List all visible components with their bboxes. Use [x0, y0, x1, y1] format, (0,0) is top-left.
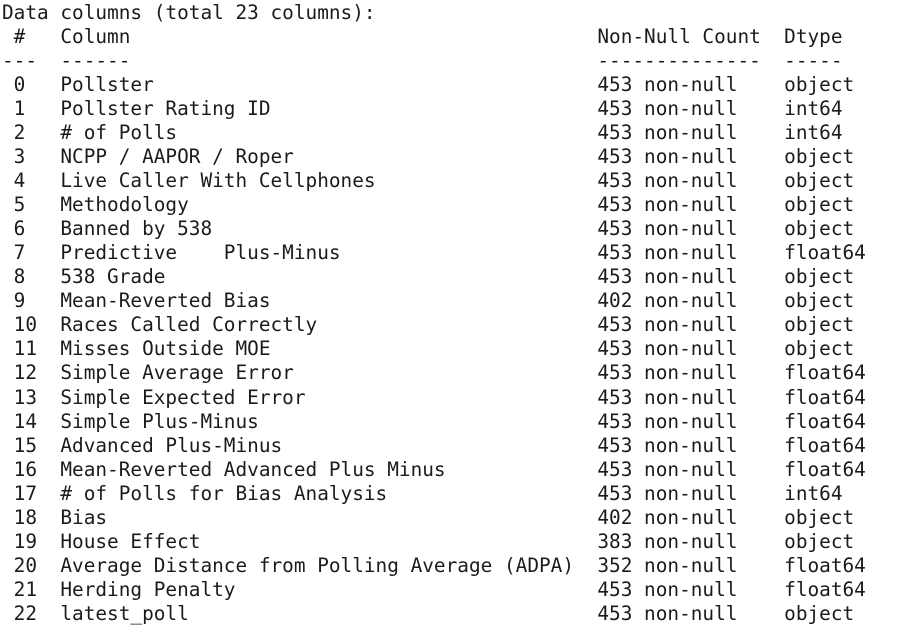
- row-column-name: Misses Outside MOE: [60, 337, 271, 361]
- row-dtype: float64: [784, 409, 866, 433]
- row-index: 5: [13, 193, 26, 217]
- table-row: [2, 554, 909, 578]
- row-index: 21: [13, 577, 38, 601]
- row-non-null-count: 453 non-null: [597, 457, 738, 481]
- table-row: [2, 337, 909, 361]
- row-index: 9: [13, 289, 26, 313]
- header-non-null: Non-Null Count: [597, 25, 761, 49]
- row-non-null-count: 453 non-null: [597, 601, 738, 625]
- row-dtype: object: [784, 337, 855, 361]
- row-non-null-count: 453 non-null: [597, 121, 738, 145]
- row-index: 8: [13, 265, 26, 289]
- table-row: [2, 145, 909, 169]
- row-index: 0: [13, 73, 26, 97]
- column-header-row: [2, 25, 909, 49]
- row-non-null-count: 453 non-null: [597, 265, 738, 289]
- header-index: #: [13, 25, 26, 49]
- table-row: [2, 217, 909, 241]
- row-column-name: # of Polls for Bias Analysis: [60, 481, 388, 505]
- table-row: [2, 265, 909, 289]
- row-index: 16: [13, 457, 38, 481]
- table-row: [2, 458, 909, 482]
- row-index: 6: [13, 217, 26, 241]
- info-title: Data columns (total 23 columns):: [2, 1, 376, 24]
- row-column-name: 538 Grade: [60, 265, 166, 289]
- row-column-name: Methodology: [60, 193, 189, 217]
- table-row: [2, 602, 909, 626]
- row-column-name: # of Polls: [60, 121, 178, 145]
- row-non-null-count: 453 non-null: [597, 217, 738, 241]
- row-index: 4: [13, 169, 26, 193]
- row-index: 22: [13, 601, 38, 625]
- row-non-null-count: 453 non-null: [597, 433, 738, 457]
- row-index: 12: [13, 361, 38, 385]
- row-dtype: object: [784, 145, 855, 169]
- table-row: [2, 121, 909, 145]
- separator-non-null: --------------: [597, 49, 761, 73]
- row-non-null-count: 453 non-null: [597, 385, 738, 409]
- row-column-name: Races Called Correctly: [60, 313, 318, 337]
- row-index: 18: [13, 505, 38, 529]
- row-index: 2: [13, 121, 26, 145]
- row-column-name: Predictive Plus-Minus: [60, 241, 341, 265]
- row-dtype: object: [784, 313, 855, 337]
- table-row: [2, 73, 909, 97]
- header-column: Column: [60, 25, 131, 49]
- row-index: 3: [13, 145, 26, 169]
- row-non-null-count: 453 non-null: [597, 97, 738, 121]
- row-non-null-count: 453 non-null: [597, 481, 738, 505]
- row-non-null-count: 453 non-null: [597, 145, 738, 169]
- row-non-null-count: 453 non-null: [597, 193, 738, 217]
- table-row: [2, 530, 909, 554]
- row-dtype: float64: [784, 433, 866, 457]
- table-row: [2, 434, 909, 458]
- row-index: 13: [13, 385, 38, 409]
- row-column-name: Live Caller With Cellphones: [60, 169, 376, 193]
- column-rows: [2, 73, 909, 626]
- row-index: 14: [13, 409, 38, 433]
- separator-dtype: -----: [784, 49, 843, 73]
- table-row: [2, 506, 909, 530]
- row-column-name: Bias: [60, 505, 108, 529]
- table-row: [2, 193, 909, 217]
- row-non-null-count: 453 non-null: [597, 409, 738, 433]
- row-non-null-count: 453 non-null: [597, 73, 738, 97]
- row-non-null-count: 383 non-null: [597, 529, 738, 553]
- table-row: [2, 482, 909, 506]
- header-dtype: Dtype: [784, 25, 843, 49]
- row-dtype: object: [784, 193, 855, 217]
- row-dtype: int64: [784, 121, 843, 145]
- row-column-name: Mean-Reverted Bias: [60, 289, 271, 313]
- row-column-name: Average Distance from Polling Average (ADPA): [60, 553, 575, 577]
- row-dtype: object: [784, 265, 855, 289]
- table-row: [2, 97, 909, 121]
- separator-index: ---: [2, 49, 38, 73]
- row-column-name: Pollster: [60, 73, 154, 97]
- row-dtype: object: [784, 529, 855, 553]
- row-dtype: int64: [784, 481, 843, 505]
- row-index: 1: [13, 97, 26, 121]
- row-dtype: object: [784, 505, 855, 529]
- row-column-name: Banned by 538: [60, 217, 213, 241]
- row-column-name: Simple Expected Error: [60, 385, 306, 409]
- row-non-null-count: 402 non-null: [597, 505, 738, 529]
- row-non-null-count: 352 non-null: [597, 553, 738, 577]
- row-non-null-count: 453 non-null: [597, 361, 738, 385]
- row-column-name: Advanced Plus-Minus: [60, 433, 283, 457]
- row-column-name: Herding Penalty: [60, 577, 236, 601]
- row-column-name: NCPP / AAPOR / Roper: [60, 145, 294, 169]
- table-row: [2, 386, 909, 410]
- row-column-name: House Effect: [60, 529, 201, 553]
- row-dtype: float64: [784, 361, 866, 385]
- table-row: [2, 313, 909, 337]
- row-column-name: Mean-Reverted Advanced Plus Minus: [60, 457, 446, 481]
- separator-column: ------: [60, 49, 131, 73]
- row-non-null-count: 453 non-null: [597, 169, 738, 193]
- separator-row: [2, 49, 909, 73]
- row-non-null-count: 453 non-null: [597, 337, 738, 361]
- row-non-null-count: 402 non-null: [597, 289, 738, 313]
- row-dtype: object: [784, 169, 855, 193]
- table-row: [2, 169, 909, 193]
- row-dtype: float64: [784, 457, 866, 481]
- row-dtype: object: [784, 289, 855, 313]
- row-non-null-count: 453 non-null: [597, 241, 738, 265]
- row-index: 20: [13, 553, 38, 577]
- row-dtype: int64: [784, 97, 843, 121]
- row-dtype: float64: [784, 577, 866, 601]
- row-dtype: float64: [784, 553, 866, 577]
- row-dtype: object: [784, 217, 855, 241]
- row-dtype: float64: [784, 241, 866, 265]
- table-row: [2, 241, 909, 265]
- table-row: [2, 578, 909, 602]
- row-index: 17: [13, 481, 38, 505]
- row-index: 11: [13, 337, 38, 361]
- row-index: 7: [13, 241, 26, 265]
- row-column-name: latest_poll: [60, 601, 189, 625]
- row-dtype: object: [784, 601, 855, 625]
- row-index: 15: [13, 433, 38, 457]
- table-row: [2, 289, 909, 313]
- row-column-name: Simple Average Error: [60, 361, 294, 385]
- row-index: 19: [13, 529, 38, 553]
- row-column-name: Simple Plus-Minus: [60, 409, 259, 433]
- row-non-null-count: 453 non-null: [597, 313, 738, 337]
- row-dtype: object: [784, 73, 855, 97]
- row-dtype: float64: [784, 385, 866, 409]
- table-row: [2, 410, 909, 434]
- row-column-name: Pollster Rating ID: [60, 97, 271, 121]
- row-non-null-count: 453 non-null: [597, 577, 738, 601]
- row-index: 10: [13, 313, 38, 337]
- table-row: [2, 361, 909, 385]
